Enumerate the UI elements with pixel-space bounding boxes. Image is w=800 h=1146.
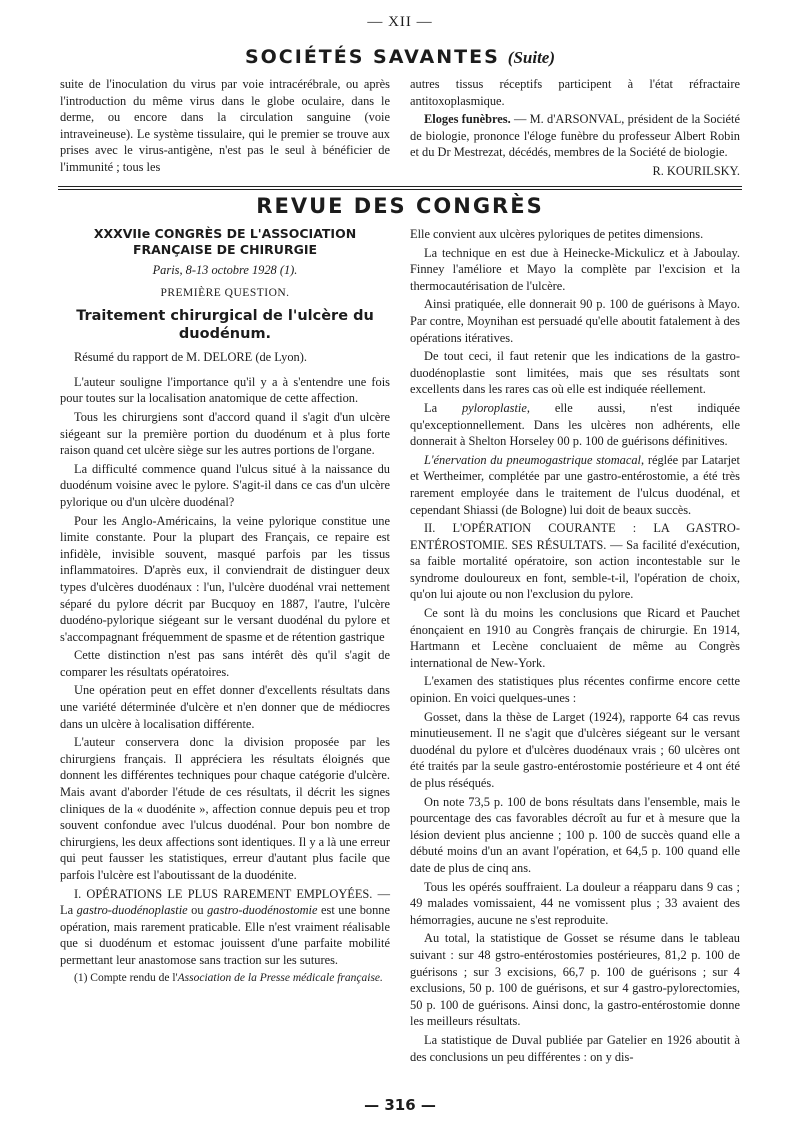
p7-text: — Sa facilité d'exécution, sa faible mortalité opératoire, son action incontestable sur le syndrome douloureux en font, semble-t-il, l'opération de choix, qu'on lui ajoute ou non l'exclusion du pylore.	[410, 537, 740, 602]
page-number: — 316 —	[364, 1096, 436, 1114]
eloges-label: Eloges funèbres.	[424, 112, 511, 127]
page-folio: — XII —	[367, 14, 433, 30]
p5-term: pyloroplastie	[461, 400, 527, 415]
operations-dash: — La	[60, 886, 390, 918]
paragraph: Une opération peut en effet donner d'excellents résultats dans une variété déterminée d'ulcère et n'en donner que de médiocres dans un ulcère à localisation différente.	[60, 683, 390, 731]
paragraph: Tous les opérés souffraient. La douleur a réapparu dans 9 cas ; 49 malades vomissaient, 44 ne vomissent plus ; 33 avaient des hémorragies, aucune ne s'est reproduite.	[410, 879, 740, 927]
pyloroplastie-paragraph	[410, 400, 740, 450]
footnote	[60, 971, 390, 985]
question-label: PREMIÈRE QUESTION.	[160, 286, 290, 299]
summary-line: Résumé du rapport de M. DELORE (de Lyon).	[74, 350, 307, 365]
section-divider	[58, 189, 742, 190]
p6-text: , réglée par Latarjet et Wertheimer, complétée par une gastro-entérostomie, a été très rarement employée dans le traitement de l'ulcus duodénal, et cependant Shiassi (de Bologne) lui doit de beaux succès.	[410, 452, 740, 517]
page-title	[0, 46, 800, 68]
paragraph: Cette distinction n'est pas sans intérêt dès qu'il s'agit de comparer les résultats opératoires.	[60, 648, 390, 679]
congress-title: XXXVIIe CONGRÈS DE L'ASSOCIATION FRANÇAISE DE CHIRURGIE	[93, 226, 357, 257]
top-left-paragraph: suite de l'inoculation du virus par voie intracérébrale, ou après l'introduction du même virus dans le globe oculaire, dans le derme, ou encore dans la circulation sanguine (voie intraveineuse). Le système tissulaire, qui le premier se trouve aux prises avec le virus-antigène, n'est pas le seul à bénéficier de l'immunité ; tous les	[60, 77, 390, 174]
paragraph: Gosset, dans la thèse de Larget (1924), rapporte 64 cas revus minutieusement. Il ne s'agit que d'ulcères siégeant sur le versant duodénal du pylore et d'ulcères duodénaux vrais ; 60 ulcères ont été traités par la seule gastro-entérostomie postérieure et 4 ont été de plus réséqués.	[410, 709, 740, 790]
paragraph: L'auteur conservera donc la division proposée par les chirurgiens français. Il appréciera les résultats éloignés que donnent les différentes techniques pour chaque catégorie d'ulcère. Mais avant d'aborder l'étude de ces résultats, il décrit les signes cliniques de la « duodénite », affection connue depuis peu et trop souvent confondue avec l'ulcus duodénal. Pour bon nombre de chirurgiens, les deux affections sont identiques. Il y a là une erreur qui peut fausser les statistiques, erreur d'autant plus facile que parfois l'ulcère est l'aboutissant de la duodénite.	[60, 735, 390, 882]
top-right-paragraph: autres tissus réceptifs participent à l'état réfractaire antitoxoplasmique.	[410, 77, 740, 108]
page-title-text: SOCIÉTÉS SAVANTES	[244, 46, 500, 68]
p7-label: II. L'OPÉRATION COURANTE : LA GASTRO-ENTÉROSTOMIE. SES RÉSULTATS.	[410, 521, 740, 552]
p5-text: , elle aussi, n'est indiquée qu'exceptionnellement. Dans les ulcères non adhérents, elle donnerait à Shelton Horseley 00 p. 100 de guérisons définitives.	[410, 400, 741, 449]
paragraph: Tous les chirurgiens sont d'accord quand il s'agit d'un ulcère siégeant sur la première portion du duodénum et à plus forte raison quand cet ulcère siège sur les autres portions de l'organe.	[60, 409, 390, 458]
eloges-text: — M. d'ARSONVAL, président de la Société de biologie, prononce l'éloge funèbre du professeur Albert Robin et du Dr Mestrezat, décédés, membres de la Société de biologie.	[410, 112, 740, 160]
paragraph: Elle convient aux ulcères pyloriques de petites dimensions.	[410, 227, 704, 241]
operations-text: est une bonne opération, mais rarement praticable. Elle n'est vraiment réalisable que si duodénum et estomac jouissent d'une parfaite mobilité permettant leur anastomose sans traction sur les sutures.	[60, 903, 390, 967]
paragraph: La statistique de Duval publiée par Gatelier en 1926 aboutit à des conclusions un peu différentes : on y dis-	[410, 1032, 740, 1064]
section-title: REVUE DES CONGRÈS	[256, 194, 544, 218]
paragraph: La technique en est due à Heinecke-Mickulicz et à Jaboulay. Finney l'améliore et Mayo la complète par l'excision et la thermocautérisation de l'ulcère.	[410, 245, 740, 293]
paragraph: Au total, la statistique de Gosset se résume dans le tableau suivant : sur 48 gstro-entérostomies postérieures, 81,2 p. 100 de guérisons ; sur 3 excisions, 66,7 p. 100 de guérisons ; sur 4 exclusions, 50 p. 100 de guérisons, et sur 4 gastro-pylorectomies, 50 p. 100 de guérisons. Ainsi donc, la gastro-entérostomie donne les meilleurs résultats.	[410, 931, 740, 1029]
operations-term-2: gastro-duodénostomie	[207, 903, 318, 918]
paragraph: Pour les Anglo-Américains, la veine pylorique constitue une limite constante. Pour la plupart des Français, ce repaire est infidèle, invisible souvent, masqué parfois par les tissus inflammatoires. D'après eux, il conviendrait de distinguer deux types d'ulcères duodénaux : l'un, l'ulcère duodénal vrai nettement séparé du pylore décrit par Bucquoy en 1887, l'autre, l'ulcère duodéno-pylorique siégeant sur le versant duodénal du pylore et s'accompagnant fréquemment de spasme et de rétention gastrique	[60, 513, 390, 644]
right-column	[410, 226, 740, 1067]
section-divider	[58, 186, 742, 187]
p6-term: L'énervation du pneumogastrique stomacal	[424, 452, 641, 467]
paragraph: La difficulté commence quand l'ulcus situé à la naissance du duodénum voisine avec le pylore. S'agit-il dans ce cas d'un ulcère pylorique ou d'un ulcère duodénal?	[60, 461, 390, 509]
operation-courante-paragraph	[410, 520, 740, 603]
top-right-column	[410, 76, 740, 182]
enervation-paragraph	[410, 452, 740, 518]
eloges-paragraph	[410, 111, 740, 161]
article-title: Traitement chirurgical de l'ulcère du duodénum.	[76, 308, 374, 343]
top-left-column	[60, 76, 390, 178]
operations-label: I. OPÉRATIONS LE PLUS RAREMENT EMPLOYÉES.	[74, 886, 373, 901]
paragraph: De tout ceci, il faut retenir que les indications de la gastro-duodénoplastie sont limitées, mais que ses résultats sont excellents dans les rares cas où elle est indiquée réellement.	[410, 349, 740, 397]
paragraph: L'auteur souligne l'importance qu'il y a à s'entendre une fois pour toutes sur la localisation anatomique de cette affection.	[60, 374, 390, 406]
signature: R. KOURILSKY.	[652, 163, 740, 178]
p5-pre: La	[424, 400, 462, 415]
paragraph: L'examen des statistiques plus récentes confirme encore cette opinion. En voici quelques-unes :	[410, 674, 740, 706]
paragraph: On note 73,5 p. 100 de bons résultats dans l'ensemble, mais le pourcentage des cas favorables décroît au fur et à mesure que la lésion devient plus ancienne ; 100 p. 100 de succès quand elle a débuté moins d'un an avant l'opération, et 64,5 p. 100 quand elle date de plus de cinq ans.	[410, 794, 740, 875]
paragraph: Ce sont là du moins les conclusions que Ricard et Pauchet énonçaient en 1910 au Congrès français de chirurgie. En 1914, Hartmann et Lecène concluaient de même au Congrès international de New-York.	[410, 606, 740, 670]
operations-paragraph	[60, 886, 390, 969]
paragraph: Ainsi pratiquée, elle donnerait 90 p. 100 de guérisons à Mayo. Par contre, Moynihan est persuadé qu'elle aboutit fatalement à des opérations itératives.	[410, 297, 740, 345]
congress-place: Paris, 8-13 octobre 1928 (1).	[152, 263, 298, 277]
left-column	[60, 226, 390, 987]
operations-or: ou	[187, 903, 208, 918]
footnote-em: Association de la Presse médicale française.	[177, 971, 383, 984]
operations-term-1: gastro-duodénoplastie	[76, 903, 188, 918]
footnote-pre: (1) Compte rendu de l'	[74, 971, 178, 984]
page-title-suite: (Suite)	[507, 48, 556, 67]
